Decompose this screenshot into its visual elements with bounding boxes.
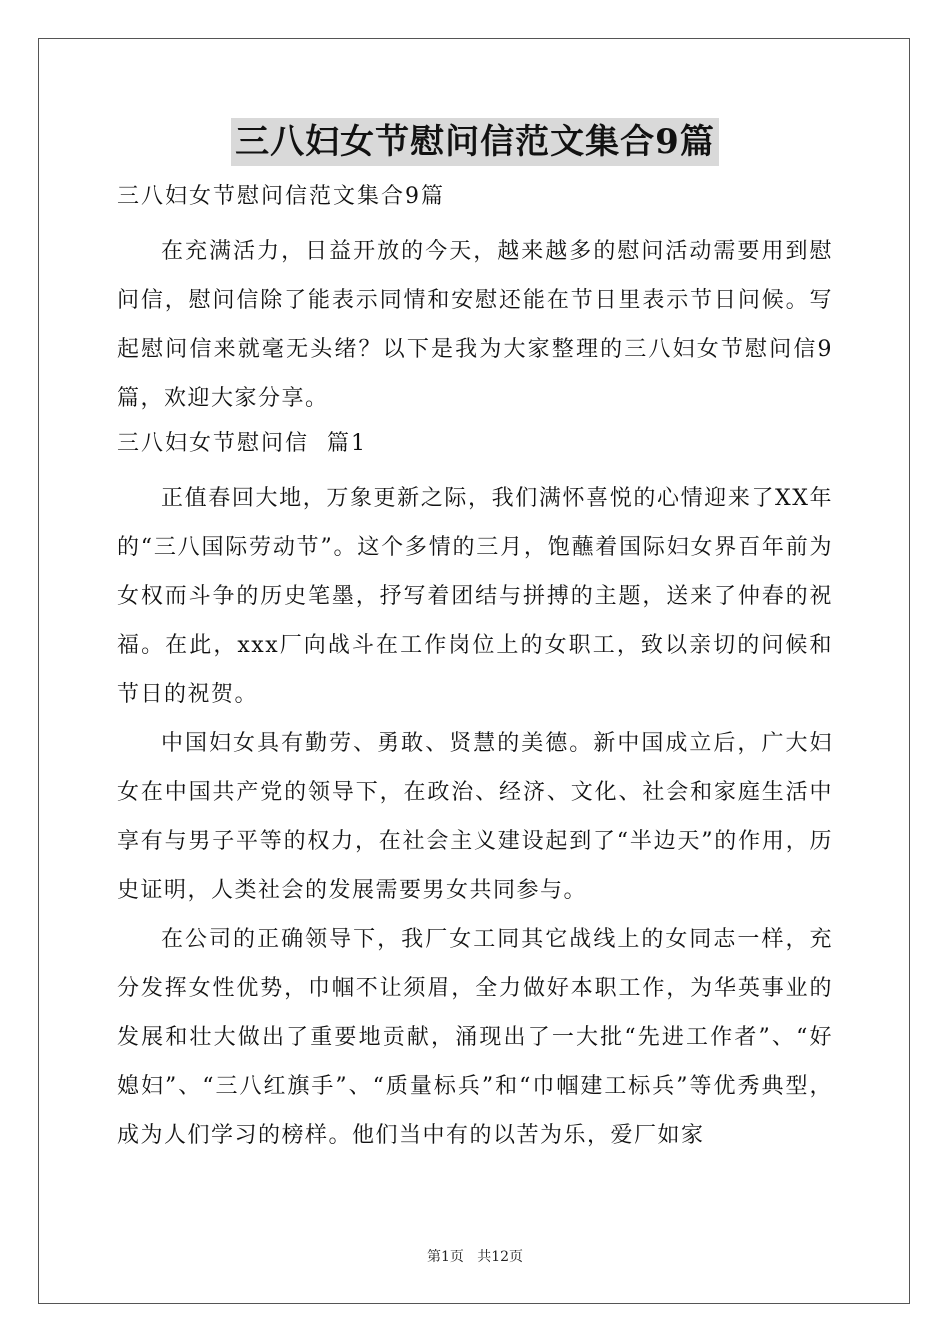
section-heading: 三八妇女节慰问信 篇1 [117,431,367,456]
body-paragraph-2: 中国妇女具有勤劳、勇敢、贤慧的美德。新中国成立后，广大妇女在中国共产党的领导下，在政治、经济、文化、社会和家庭生活中享有与男子平等的权力，在社会主义建设起到了“半边天”的作用，历史证明，人类社会的发展需要男女共同参与。 [117,731,833,903]
page-footer [0,1248,950,1266]
document-title: 三八妇女节慰问信范文集合9篇 [231,118,719,166]
body-paragraph-1: 正值春回大地，万象更新之际，我们满怀喜悦的心情迎来了XX年的“三八国际劳动节”。这个多情的三月，饱蘸着国际妇女界百年前为女权而斗争的历史笔墨，抒写着团结与拼搏的主题，送来了仲春的祝福。在此，xxx厂向战斗在工作岗位上的女职工，致以亲切的问候和节日的祝贺。 [117,486,833,707]
body-paragraph-3: 在公司的正确领导下，我厂女工同其它战线上的女同志一样，充分发挥女性优势，巾帼不让须眉，全力做好本职工作，为华英事业的发展和壮大做出了重要地贡献，涌现出了一大批“先进工作者”、“好媳妇”、“三八红旗手”、“质量标兵”和“巾帼建工标兵”等优秀典型，成为人们学习的榜样。他们当中有的以苦为乐，爱厂如家 [117,927,833,1148]
title-container [117,118,833,166]
document-subtitle: 三八妇女节慰问信范文集合9篇 [117,184,445,209]
intro-paragraph: 在充满活力，日益开放的今天，越来越多的慰问活动需要用到慰问信，慰问信除了能表示同情和安慰还能在节日里表示节日问候。写起慰问信来就毫无头绪？以下是我为大家整理的三八妇女节慰问信9篇，欢迎大家分享。 [117,239,833,411]
page-number: 第1页 共12页 [426,1249,524,1265]
document-body [117,118,833,1160]
